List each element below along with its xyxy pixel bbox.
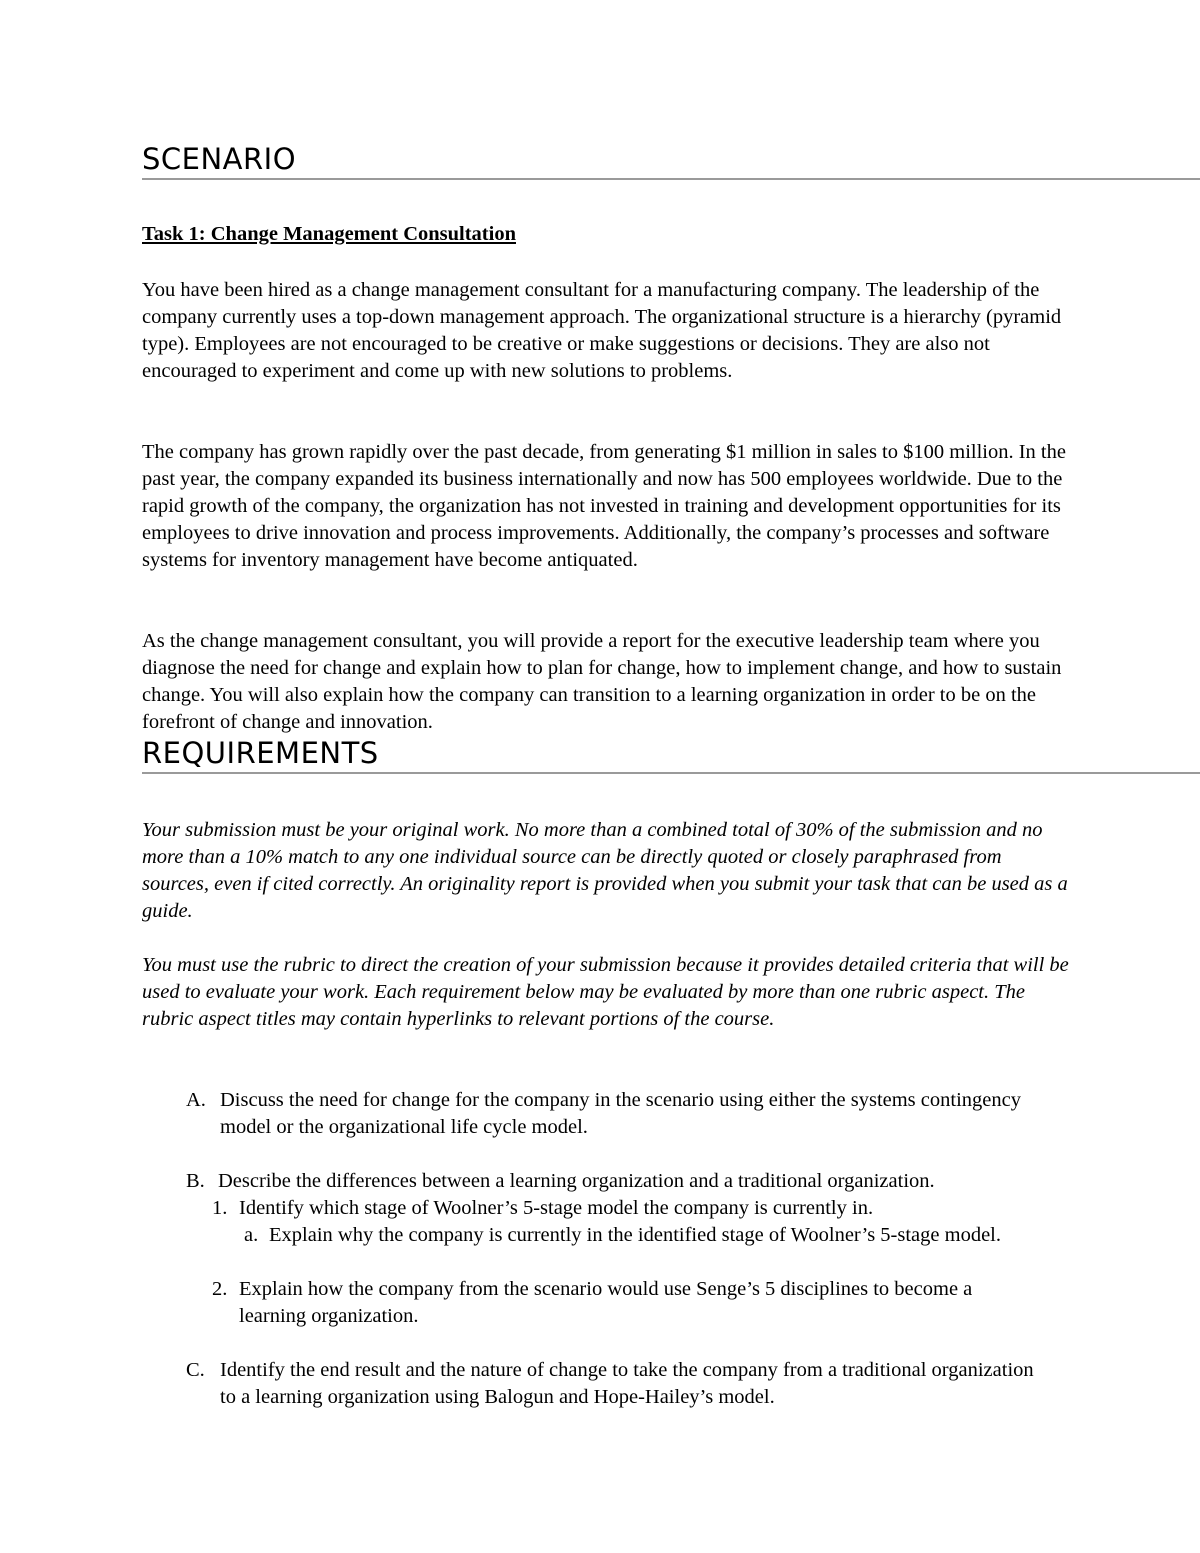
requirement-b2-text: Explain how the company from the scenario would use Senge’s 5 disciplines to become a learning organization. (239, 1278, 973, 1327)
requirement-b2 (212, 1276, 1002, 1330)
requirement-b1a-text: Explain why the company is currently in the identified stage of Woolner’s 5-stage model. (269, 1224, 1001, 1246)
requirement-b (186, 1168, 1056, 1195)
requirement-c-text: Identify the end result and the nature of change to take the company from a traditional organization to a learning organization using Balogun and Hope-Hailey’s model. (220, 1359, 1034, 1408)
scenario-heading-rule (142, 178, 1200, 180)
requirement-a-marker: A. (186, 1089, 206, 1111)
requirements-heading-rule (142, 772, 1200, 774)
scenario-paragraph-3: As the change management consultant, you will provide a report for the executive leadership team where you diagnose the need for change and explain how to plan for change, how to implement change, and how to sustain change. You will also explain how the company can transition to a learning organization in order to be on the forefront of change and innovation. (142, 630, 1062, 733)
requirement-b1-marker: 1. (212, 1197, 228, 1219)
requirements-heading: REQUIREMENTS (142, 736, 379, 770)
requirement-c-marker: C. (186, 1359, 205, 1381)
requirement-a (186, 1087, 1046, 1141)
task-title: Task 1: Change Management Consultation (142, 223, 516, 245)
requirements-rubric-note: You must use the rubric to direct the creation of your submission because it provides detailed criteria that will be used to evaluate your work. Each requirement below may be evaluated by more than one rubric aspect. The rubric aspect titles may contain hyperlinks to relevant portions of the course. (142, 954, 1069, 1030)
scenario-paragraph-1: You have been hired as a change management consultant for a manufacturing company. The leadership of the company currently uses a top-down management approach. The organizational structure is a hierarchy (pyramid type). Employees are not encouraged to be creative or make suggestions or decisions. They are also not encouraged to experiment and come up with new solutions to problems. (142, 279, 1062, 382)
requirement-c (186, 1357, 1046, 1411)
requirement-b1-text: Identify which stage of Woolner’s 5-stage model the company is currently in. (239, 1197, 874, 1219)
scenario-heading: SCENARIO (142, 142, 297, 176)
requirement-b-text: Describe the differences between a learning organization and a traditional organization. (218, 1170, 935, 1192)
requirement-b2-marker: 2. (212, 1278, 228, 1300)
requirement-a-text: Discuss the need for change for the company in the scenario using either the systems contingency model or the organizational life cycle model. (220, 1089, 1021, 1138)
requirement-b1a-marker: a. (244, 1224, 259, 1246)
scenario-paragraph-2: The company has grown rapidly over the past decade, from generating $1 million in sales to $100 million. In the past year, the company expanded its business internationally and now has 500 employees worldwide. Due to the rapid growth of the company, the organization has not invested in training and development opportunities for its employees to drive innovation and process improvements. Additionally, the company’s processes and software systems for inventory management have become antiquated. (142, 441, 1066, 571)
requirement-b1 (212, 1195, 1032, 1222)
requirement-b1a (244, 1222, 1064, 1249)
requirement-b-marker: B. (186, 1170, 205, 1192)
requirements-originality-note: Your submission must be your original work. No more than a combined total of 30% of the submission and no more than a 10% match to any one individual source can be directly quoted or closely paraphrased from sources, even if cited correctly. An originality report is provided when you submit your task that can be used as a guide. (142, 819, 1068, 922)
